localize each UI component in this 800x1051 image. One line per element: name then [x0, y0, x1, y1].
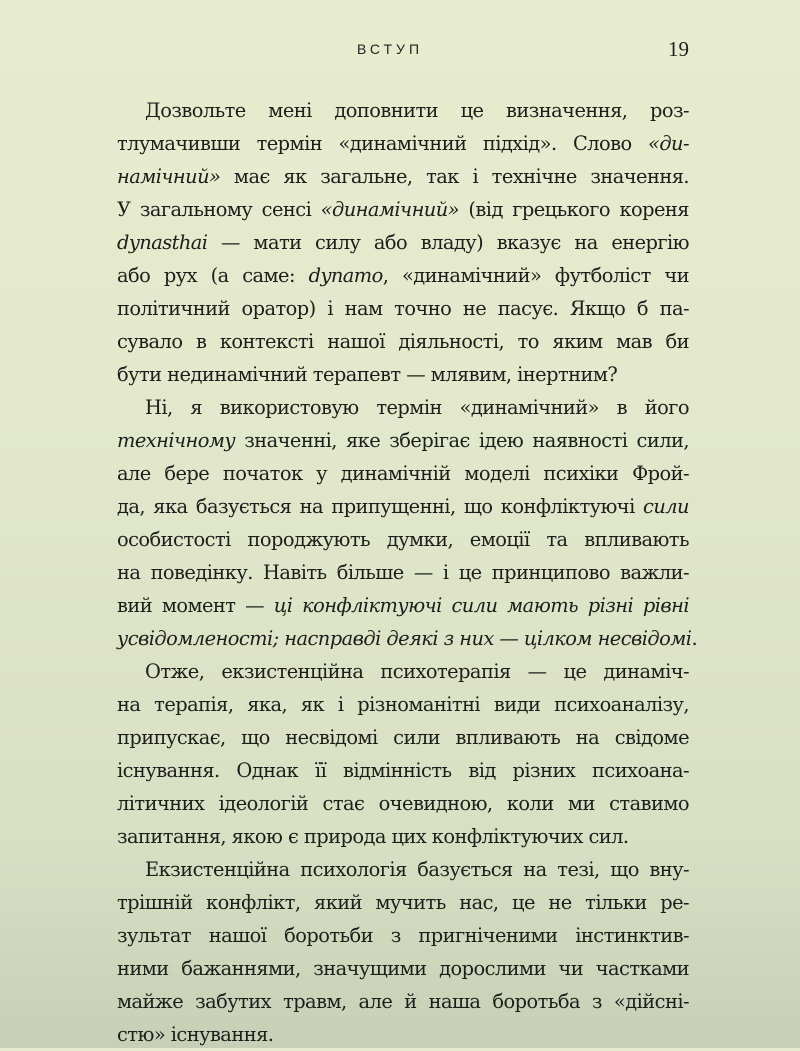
text-segment: ними бажаннями, значущими дорослими чи частками — [117, 957, 689, 980]
italic-text: технічному — [117, 429, 236, 452]
text-line — [117, 1018, 689, 1051]
text-line — [117, 358, 689, 391]
text-line — [117, 490, 689, 523]
text-segment: має як загальне, так і технічне значення. — [220, 165, 689, 188]
text-line — [117, 688, 689, 721]
text-segment: зультат нашої боротьби з пригніченими інстинктив- — [117, 924, 689, 947]
italic-text: усвідомленості; насправді деякі з них — цілком несвідомі — [117, 627, 692, 650]
text-line — [117, 391, 689, 424]
text-line — [117, 193, 689, 226]
text-segment: але бере початок у динамічній моделі психіки Фрой- — [117, 462, 689, 485]
italic-text: dynamo — [308, 264, 383, 287]
text-line — [117, 523, 689, 556]
text-segment: стю» існування. — [117, 1023, 274, 1046]
body-text — [117, 94, 698, 1051]
italic-text: «ди- — [648, 132, 689, 155]
text-segment: бути нединамічний терапевт — млявим, інертним? — [117, 363, 618, 386]
text-segment: особистості породжують думки, емоції та впливають — [117, 528, 689, 551]
italic-text: dynasthai — [117, 231, 208, 254]
italic-text: сили — [643, 495, 689, 518]
text-line — [117, 853, 689, 886]
text-line — [117, 787, 689, 820]
text-segment: Дозвольте мені доповнити це визначення, роз- — [145, 99, 689, 122]
paragraph — [117, 655, 689, 853]
text-segment: сувало в контексті нашої діяльності, то яким мав би — [117, 330, 689, 353]
text-segment: . — [691, 627, 698, 650]
page-number: 19 — [668, 37, 689, 61]
text-segment: Отже, екзистенційна психотерапія — це динаміч- — [145, 660, 689, 683]
italic-text: ці конфліктуючі сили мають різні рівні — [273, 594, 689, 617]
text-line — [117, 622, 698, 655]
paragraph — [117, 853, 689, 1051]
text-segment: да, яка базується на припущенні, що конфліктуючі — [117, 495, 644, 518]
running-title: ВСТУП — [356, 41, 424, 57]
text-line — [117, 226, 689, 259]
text-segment: політичний оратор) і нам точно не пасує. Якщо б па- — [117, 297, 689, 320]
text-segment: запитання, якою є природа цих конфліктуючих сил. — [117, 825, 629, 848]
text-segment: існування. Однак її відмінність від різних психоана- — [117, 759, 689, 782]
text-segment: У загальному сенсі — [117, 198, 321, 221]
text-segment: на поведінку. Навіть більше — і це принципово важли- — [117, 561, 689, 584]
text-line — [117, 292, 689, 325]
text-segment: — мати силу або владу) вказує на енергію — [207, 231, 689, 254]
text-line — [117, 820, 689, 853]
text-segment: майже забутих травм, але й наша боротьба з «дійсні- — [117, 990, 689, 1013]
text-segment: на терапія, яка, як і різноманітні види психоаналізу, — [117, 693, 689, 716]
text-line — [117, 952, 689, 985]
text-line — [117, 721, 689, 754]
text-segment: Екзистенційна психологія базується на тезі, що вну- — [145, 858, 689, 881]
text-line — [117, 919, 689, 952]
text-line — [117, 655, 689, 688]
italic-text: намічний» — [117, 165, 221, 188]
text-segment: або рух (а саме: — [117, 264, 309, 287]
text-segment: значенні, яке зберігає ідею наявності сили, — [235, 429, 689, 452]
text-segment: Ні, я використовую термін «динамічний» в його — [145, 396, 689, 419]
text-segment: тлумачивши термін «динамічний підхід». Слово — [117, 132, 648, 155]
text-line — [117, 160, 689, 193]
text-segment: , «динамічний» футболіст чи — [382, 264, 690, 287]
paragraph — [117, 94, 689, 391]
text-line — [117, 754, 689, 787]
text-line — [117, 259, 689, 292]
text-segment: (від грецького кореня — [458, 198, 689, 221]
text-line — [117, 424, 689, 457]
text-line — [117, 985, 689, 1018]
text-line — [117, 127, 689, 160]
text-segment: припускає, що несвідомі сили впливають на свідоме — [117, 726, 689, 749]
text-segment: вий момент — — [117, 594, 274, 617]
text-line — [117, 886, 689, 919]
running-head — [0, 37, 800, 65]
text-line — [117, 556, 689, 589]
text-line — [117, 457, 689, 490]
italic-text: «динамічний» — [320, 198, 459, 221]
text-line — [117, 325, 689, 358]
text-segment: літичних ідеологій стає очевидною, коли ми ставимо — [117, 792, 689, 815]
text-line — [117, 94, 689, 127]
paragraph — [117, 391, 698, 655]
text-line — [117, 589, 689, 622]
text-segment: трішній конфлікт, який мучить нас, це не тільки ре- — [117, 891, 689, 914]
